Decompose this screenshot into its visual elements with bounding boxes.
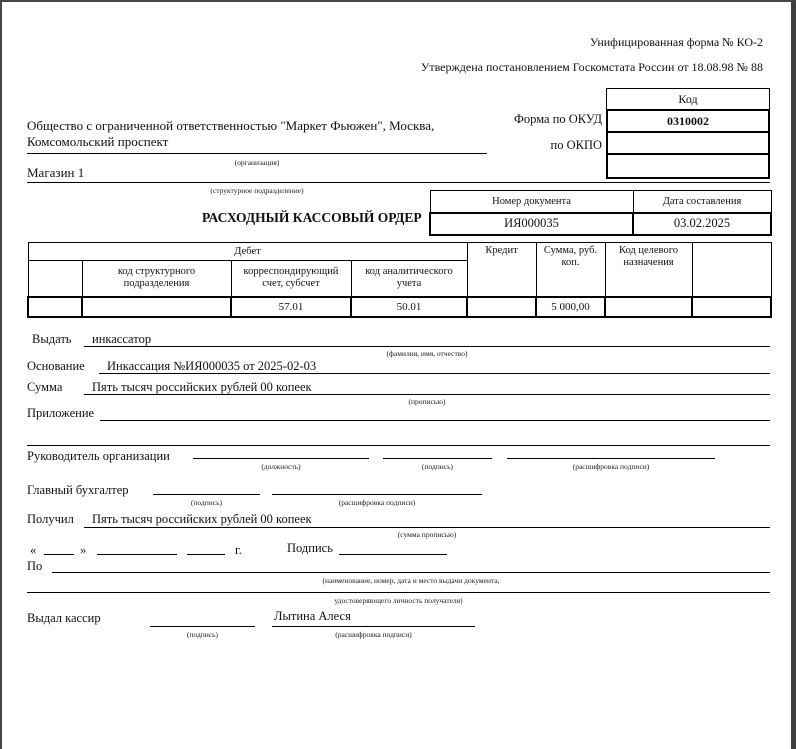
amount-hint: (прописью) (408, 397, 446, 406)
accountant-signature-line (153, 481, 260, 495)
quote-open: « (30, 543, 37, 557)
head-position-line (193, 445, 369, 459)
amount-value: Пять тысяч российских рублей 00 копеек (84, 380, 770, 395)
head-label: Руководитель организации (27, 449, 170, 463)
okud-value: 0310002 (606, 109, 770, 133)
purpose-header-cell: Код целевого назначения (605, 243, 692, 297)
analytic-code-value: 50.01 (351, 297, 467, 317)
received-value: Пять тысяч российских рублей 00 копеек (84, 512, 770, 528)
division-name: Магазин 1 (27, 165, 770, 183)
row-blank-cell (28, 297, 82, 317)
received-label: Получил (27, 512, 74, 526)
doc-date-value: 03.02.2025 (633, 213, 771, 235)
doc-date-header: Дата составления (633, 191, 771, 213)
identity-doc-hint-2: удостоверяющего личность получателя) (334, 596, 463, 605)
organization-hint: (организация) (234, 158, 280, 167)
doc-meta-table (429, 190, 772, 236)
identity-doc-hint-1: (наименование, номер, дата и место выдачи документа, (322, 576, 500, 585)
okpo-value (606, 131, 770, 155)
purpose-value (605, 297, 692, 317)
basis-label: Основание (27, 359, 85, 373)
division-hint: (структурное подразделение) (210, 186, 304, 195)
date-day-line (44, 541, 74, 555)
code-box-header: Код (606, 88, 770, 110)
debit-header-cell: Дебет (28, 243, 467, 261)
sum-header-cell: Сумма, руб. коп. (536, 243, 605, 297)
identity-doc-line-2 (27, 579, 770, 593)
date-year-line (187, 541, 225, 555)
cashier-label: Выдал кассир (27, 611, 101, 625)
cashier-signature-hint: (подпись) (186, 630, 219, 639)
head-position-hint: (должность) (261, 462, 301, 471)
unified-form-note: Унифицированная форма № КО-2 (589, 35, 763, 49)
doc-number-header: Номер документа (430, 191, 633, 213)
attachment-line-1 (100, 406, 770, 421)
recipient-signature-line (339, 541, 447, 555)
received-hint: (сумма прописью) (397, 530, 457, 539)
dept-code-value (82, 297, 231, 317)
identity-doc-label: По (27, 559, 43, 573)
issue-value: инкассатор (84, 332, 770, 347)
corr-account-header-cell: корреспондирующий счет, субсчет (231, 261, 351, 297)
head-name-line (507, 445, 715, 459)
cashier-signature-line (150, 613, 255, 627)
date-month-line (97, 541, 177, 555)
doc-title: РАСХОДНЫЙ КАССОВЫЙ ОРДЕР (202, 210, 422, 225)
corr-account-value: 57.01 (231, 297, 351, 317)
signature-label: Подпись (287, 541, 333, 555)
issue-hint: (фамилия, имя, отчество) (386, 349, 468, 358)
credit-value (467, 297, 536, 317)
analytic-code-header-cell: код аналитического учета (351, 261, 467, 297)
cashier-name: Лытина Алеся (272, 609, 475, 627)
doc-number-value: ИЯ000035 (430, 213, 633, 235)
quote-close: » (80, 543, 87, 557)
year-suffix: г. (235, 543, 242, 557)
issue-label: Выдать (32, 332, 72, 346)
accountant-name-line (272, 481, 482, 495)
accountant-name-hint: (расшифровка подписи) (338, 498, 416, 507)
basis-value: Инкассация №ИЯ000035 от 2025-02-03 (99, 359, 770, 374)
credit-header-cell: Кредит (467, 243, 536, 297)
amount-label: Сумма (27, 380, 63, 394)
extra-header-cell (692, 243, 771, 297)
accountant-signature-hint: (подпись) (190, 498, 223, 507)
dept-code-header-cell: код структурного подразделения (82, 261, 231, 297)
head-name-hint: (расшифровка подписи) (572, 462, 650, 471)
organization-name: Общество с ограниченной ответственностью "Маркет Фьюжен", Москва, Комсомольский проспект (27, 118, 487, 154)
accountant-label: Главный бухгалтер (27, 483, 129, 497)
head-signature-hint: (подпись) (421, 462, 454, 471)
approval-note: Утверждена постановлением Госкомстата России от 18.08.98 № 88 (420, 60, 763, 74)
extra-value (692, 297, 771, 317)
sum-value: 5 000,00 (536, 297, 605, 317)
blank-subheader-cell (28, 261, 82, 297)
attachment-label: Приложение (27, 406, 95, 420)
accounts-table (27, 242, 772, 318)
cashier-name-hint: (расшифровка подписи) (335, 630, 412, 639)
okpo-label: по ОКПО (550, 138, 602, 152)
identity-doc-line-1 (52, 557, 770, 573)
attachment-line-2 (27, 431, 770, 446)
head-signature-line (383, 445, 492, 459)
okud-label: Форма по ОКУД (514, 112, 602, 126)
